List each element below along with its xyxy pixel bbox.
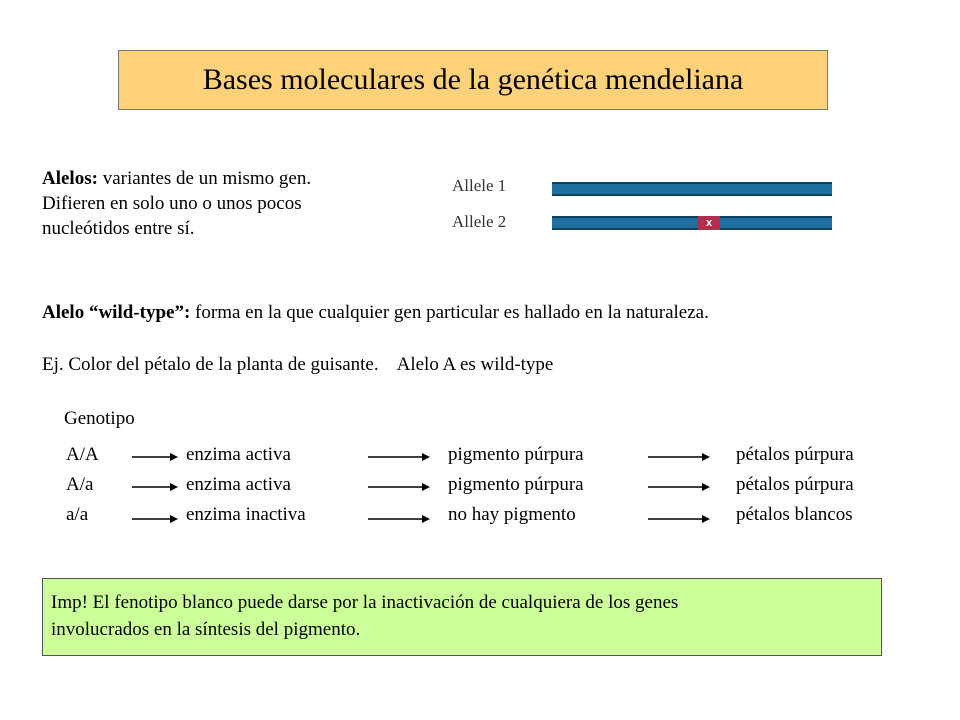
example-note: Alelo A es wild-type <box>396 354 554 375</box>
arrow-icon <box>648 482 710 492</box>
alelos-line-1 <box>42 166 402 191</box>
example-text: Ej. Color del pétalo de la planta de guisante. <box>42 354 379 375</box>
allele-2-label: Allele 2 <box>452 212 507 231</box>
petal-cell: pétalos blancos <box>736 504 853 525</box>
note-line-1: Imp! El fenotipo blanco puede darse por la inactivación de cualquiera de los genes <box>51 592 679 613</box>
important-note <box>42 578 882 656</box>
arrow-icon <box>368 452 430 462</box>
pigment-cell: pigmento púrpura <box>448 444 584 465</box>
petal-cell: pétalos púrpura <box>736 444 854 465</box>
genotype-row <box>0 444 960 470</box>
allele-2-bar <box>552 216 832 230</box>
arrow-icon <box>132 452 178 462</box>
arrow-icon <box>648 452 710 462</box>
genotype-cell: a/a <box>66 504 89 525</box>
alelos-term: Alelos: <box>42 168 98 189</box>
note-line-2: involucrados en la síntesis del pigmento. <box>51 619 361 640</box>
wild-type-term: Alelo “wild-type”: <box>42 302 191 323</box>
enzyme-cell: enzima inactiva <box>186 504 306 525</box>
allele-1-label: Allele 1 <box>452 176 507 195</box>
allele-1-bar <box>552 182 832 196</box>
genotype-row <box>0 504 960 530</box>
arrow-icon <box>368 514 430 524</box>
allele-figure <box>452 172 842 236</box>
arrow-icon <box>648 514 710 524</box>
alelos-line-3: nucleótidos entre sí. <box>42 218 195 239</box>
arrow-icon <box>368 482 430 492</box>
arrow-icon <box>132 482 178 492</box>
pigment-cell: no hay pigmento <box>448 504 576 525</box>
genotype-header: Genotipo <box>64 408 135 429</box>
alelos-line-2: Difieren en solo uno o unos pocos <box>42 193 302 214</box>
enzyme-cell: enzima activa <box>186 474 291 495</box>
genotype-cell: A/A <box>66 444 99 465</box>
slide-title-box <box>118 50 828 110</box>
mutation-mark: x <box>698 216 720 230</box>
genotype-row <box>0 474 960 500</box>
wild-type-text: forma en la que cualquier gen particular es hallado en la naturaleza. <box>190 302 709 323</box>
pigment-cell: pigmento púrpura <box>448 474 584 495</box>
wild-type-definition <box>42 302 709 324</box>
genotype-cell: A/a <box>66 474 94 495</box>
petal-cell: pétalos púrpura <box>736 474 854 495</box>
slide-title: Bases moleculares de la genética mendeliana <box>202 63 744 96</box>
alelos-text-1: variantes de un mismo gen. <box>97 168 312 189</box>
enzyme-cell: enzima activa <box>186 444 291 465</box>
arrow-icon <box>132 514 178 524</box>
example-line <box>42 354 553 376</box>
alelos-definition <box>42 166 402 241</box>
